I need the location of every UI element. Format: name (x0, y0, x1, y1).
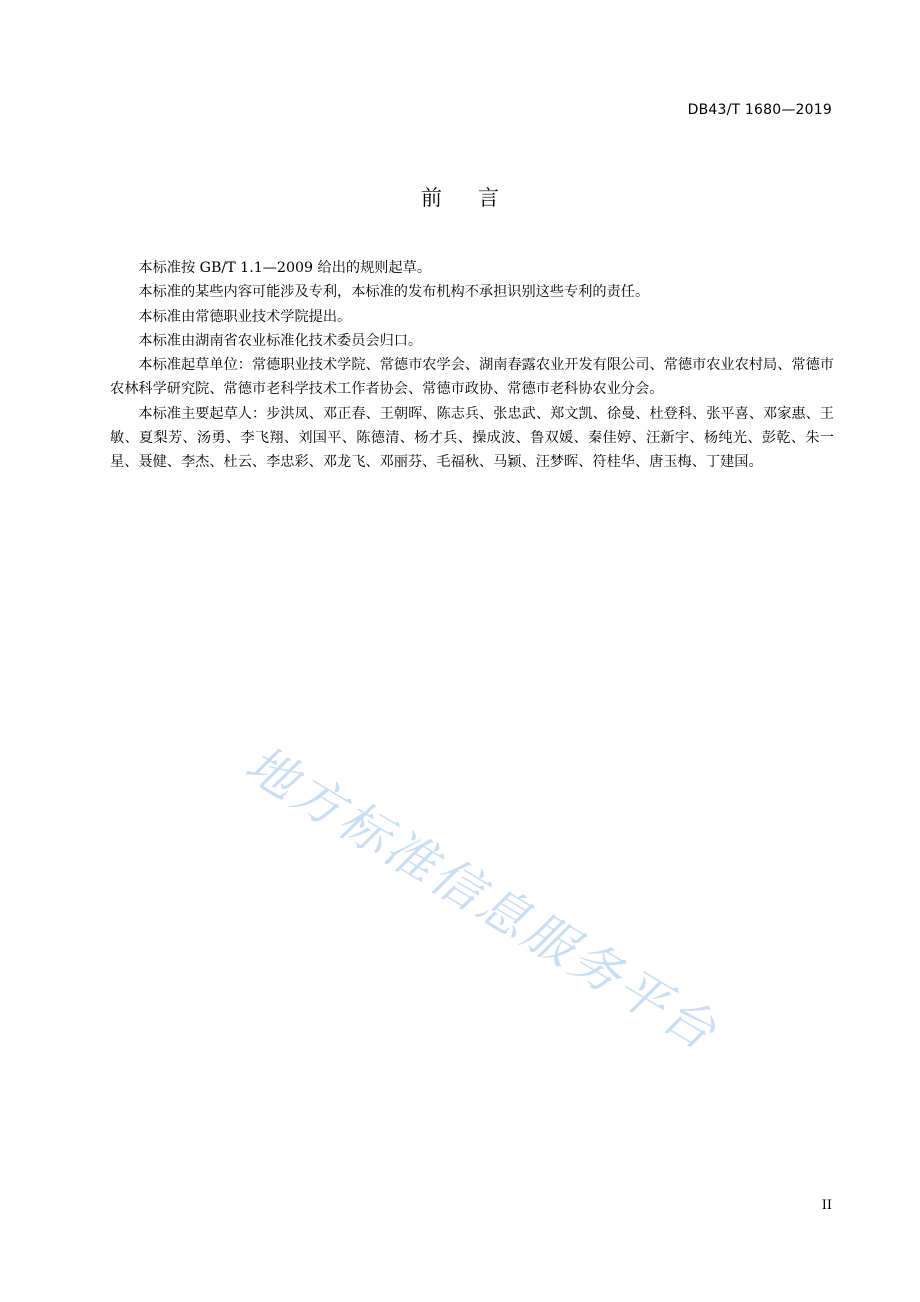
paragraph-centralized-unit: 本标准由湖南省农业标准化技术委员会归口。 (138, 332, 423, 349)
paragraph-patent-notice: 本标准的某些内容可能涉及专利，本标准的发布机构不承担识别这些专利的责任。 (138, 284, 650, 301)
page-number: II (821, 1198, 832, 1213)
paragraph-drafters: 本标准主要起草人：步洪凤、邓正春、王朝晖、陈志兵、张忠武、郑文凯、徐曼、杜登科、张平喜、邓家惠、王敏、夏梨芳、汤勇、李飞翔、刘国平、陈德清、杨才兵、操成波、鲁双媛、秦佳婷、汪新宇、杨纯光、彭乾、朱一星、聂健、李杰、杜云、李忠彩、邓龙飞、邓丽芬、毛福秋、马颖、汪梦晖、符桂华、唐玉梅、丁建国。 (110, 405, 834, 471)
paragraph-drafting-units: 本标准起草单位：常德职业技术学院、常德市农学会、湖南春露农业开发有限公司、常德市农业农村局、常德市农林科学研究院、常德市老科学技术工作者协会、常德市政协、常德市老科协农业分会。 (110, 357, 834, 398)
watermark: 地方标准信息服务平台 (235, 734, 729, 1063)
paragraph-drafting-rules: 本标准按 GB/T 1.1—2009 给出的规则起草。 (138, 260, 432, 276)
page-title: 前言 (421, 186, 535, 210)
foreword-body (110, 256, 834, 475)
document-code: DB43/T 1680—2019 (687, 102, 832, 118)
paragraph-proposer: 本标准由常德职业技术学院提出。 (138, 308, 352, 325)
